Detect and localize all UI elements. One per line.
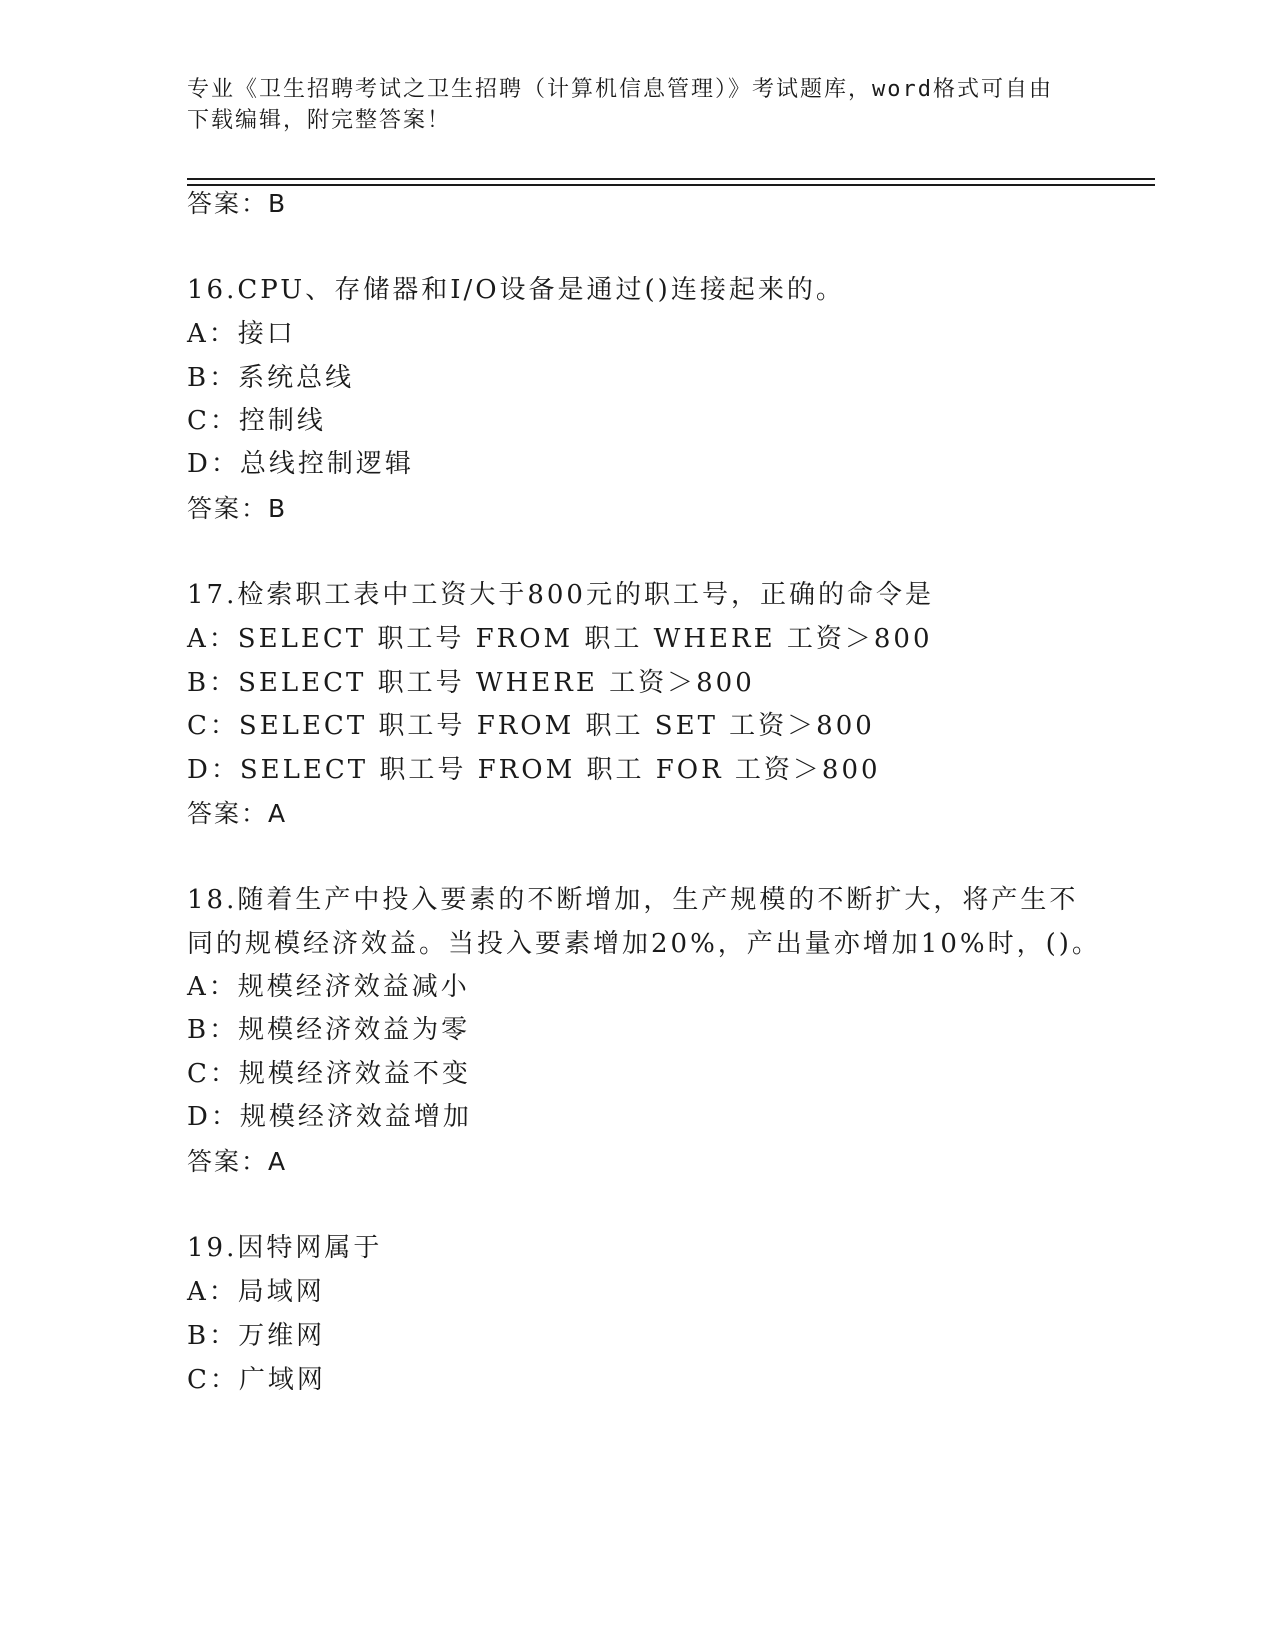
- question-18-option-b: B：规模经济效益为零: [187, 1015, 471, 1045]
- question-19-option-b: B：万维网: [187, 1321, 326, 1351]
- question-18-stem-line-2: 同的规模经济效益。当投入要素增加20%，产出量亦增加10%时，()。: [187, 929, 1101, 959]
- question-18-option-c: C：规模经济效益不变: [187, 1059, 471, 1089]
- header-rule-top: [187, 178, 1155, 180]
- question-18-stem-line-1: 18.随着生产中投入要素的不断增加，生产规模的不断扩大，将产生不: [187, 885, 1079, 915]
- question-18-option-a: A：规模经济效益减小: [187, 972, 470, 1002]
- question-16-option-d: D：总线控制逻辑: [187, 449, 414, 479]
- question-16-option-a: A：接口: [187, 319, 296, 349]
- answer-17: 答案：A: [187, 799, 288, 828]
- question-19-option-a: A：局域网: [187, 1277, 325, 1307]
- question-16-stem: 16.CPU、存储器和I/O设备是通过()连接起来的。: [187, 275, 845, 305]
- question-18-option-d: D：规模经济效益增加: [187, 1102, 472, 1132]
- answer-15: 答案：B: [187, 189, 288, 218]
- question-17-option-a: A：SELECT 职工号 FROM 职工 WHERE 工资＞800: [187, 624, 933, 654]
- question-16-option-b: B：系统总线: [187, 363, 355, 393]
- header-rule-bottom: [187, 184, 1155, 186]
- question-17-option-d: D：SELECT 职工号 FROM 职工 FOR 工资＞800: [187, 755, 881, 785]
- question-17-stem: 17.检索职工表中工资大于800元的职工号，正确的命令是: [187, 580, 934, 610]
- document-header: 专业《卫生招聘考试之卫生招聘（计算机信息管理）》考试题库，word格式可自由下载编辑，附完整答案！: [187, 77, 1053, 133]
- question-16-option-c: C：控制线: [187, 406, 326, 436]
- answer-16: 答案：B: [187, 494, 288, 523]
- question-17-option-b: B：SELECT 职工号 WHERE 工资＞800: [187, 668, 755, 698]
- question-19-option-c: C：广域网: [187, 1365, 326, 1395]
- answer-18: 答案：A: [187, 1147, 288, 1176]
- question-19-stem: 19.因特网属于: [187, 1233, 383, 1263]
- question-17-option-c: C：SELECT 职工号 FROM 职工 SET 工资＞800: [187, 711, 875, 741]
